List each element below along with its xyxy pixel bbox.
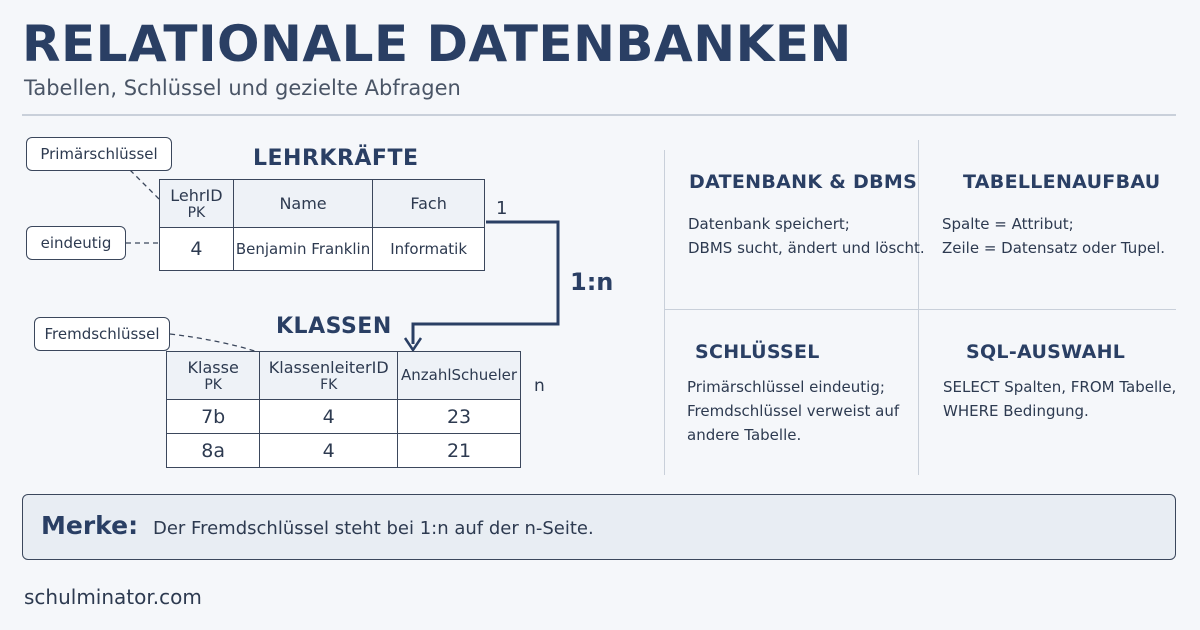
header-cell — [373, 180, 485, 228]
table-cell: 23 — [398, 400, 521, 434]
merke-box — [22, 494, 1176, 560]
page-title: RELATIONALE DATENBANKEN — [22, 15, 852, 73]
card-text-schluessel — [687, 375, 899, 447]
header-label: LehrID — [170, 185, 223, 205]
card-line: SELECT Spalten, FROM Tabelle, — [943, 378, 1177, 396]
header-key-tag: PK — [187, 204, 206, 221]
card-title-schluessel: SCHLÜSSEL — [695, 341, 820, 363]
header-label: Klasse — [187, 357, 239, 377]
header-key-tag: FK — [320, 376, 338, 393]
header-cell — [260, 352, 398, 400]
footer-site-name: schulminator.com — [24, 585, 202, 609]
header-cell — [160, 180, 234, 228]
header-cell — [398, 352, 521, 400]
table-row — [167, 434, 521, 468]
table-header-row — [167, 352, 521, 400]
header-label: AnzahlSchueler — [400, 366, 518, 384]
card-line: Fremdschlüssel verweist auf — [687, 402, 900, 420]
card-title-dbms: DATENBANK & DBMS — [689, 171, 918, 193]
header-divider — [22, 114, 1176, 116]
table-cell: Benjamin Franklin — [233, 228, 372, 271]
foreign-key-leader — [170, 334, 258, 352]
card-line: Zeile = Datensatz oder Tupel. — [942, 239, 1166, 257]
grid-divider-middle — [664, 309, 1176, 310]
callout-unique: eindeutig — [26, 226, 126, 260]
header-label: Fach — [410, 194, 447, 213]
grid-divider-center — [918, 140, 919, 475]
relation-cardinality-label: 1:n — [570, 268, 614, 296]
callout-foreign-key: Fremdschlüssel — [34, 317, 170, 351]
card-title-sql: SQL-AUSWAHL — [966, 341, 1126, 363]
table-row — [167, 400, 521, 434]
table-cell: 4 — [260, 434, 398, 468]
grid-divider-left — [664, 150, 665, 475]
card-line: DBMS sucht, ändert und löscht. — [688, 239, 925, 257]
header-cell — [167, 352, 260, 400]
card-line: Datenbank speichert; — [688, 215, 850, 233]
table-name-klassen: KLASSEN — [276, 314, 392, 339]
table-cell: 21 — [398, 434, 521, 468]
card-text-sql — [943, 375, 1176, 423]
table-name-lehrkraefte: LEHRKRÄFTE — [253, 146, 419, 171]
relation-n-label: n — [534, 376, 545, 396]
card-line: Primärschlüssel eindeutig; — [687, 378, 885, 396]
table-cell: Informatik — [373, 228, 485, 271]
card-line: andere Tabelle. — [687, 426, 802, 444]
table-lehrkraefte — [159, 179, 485, 271]
relation-arrowhead — [405, 338, 421, 350]
table-klassen — [166, 351, 521, 468]
table-header-row — [160, 180, 485, 228]
table-cell: 7b — [167, 400, 260, 434]
relation-one-label: 1 — [496, 198, 508, 219]
callout-primary-key: Primärschlüssel — [26, 137, 172, 171]
page-subtitle: Tabellen, Schlüssel und gezielte Abfragen — [24, 76, 461, 100]
card-line: WHERE Bedingung. — [943, 402, 1089, 420]
merke-label: Merke: — [41, 511, 139, 540]
header-cell — [233, 180, 372, 228]
header-label: Name — [279, 194, 327, 213]
table-cell: 4 — [160, 228, 234, 271]
header-label: KlassenleiterID — [268, 357, 389, 377]
header-key-tag: PK — [204, 376, 222, 393]
merke-text: Der Fremdschlüssel steht bei 1:n auf der n-Seite. — [153, 518, 594, 539]
primary-key-leader — [130, 170, 160, 200]
card-text-tabellenaufbau — [942, 212, 1165, 260]
card-text-dbms — [688, 212, 925, 260]
card-title-tabellenaufbau: TABELLENAUFBAU — [963, 171, 1161, 193]
card-line: Spalte = Attribut; — [942, 215, 1074, 233]
table-cell: 4 — [260, 400, 398, 434]
table-row — [160, 228, 485, 271]
table-cell: 8a — [167, 434, 260, 468]
